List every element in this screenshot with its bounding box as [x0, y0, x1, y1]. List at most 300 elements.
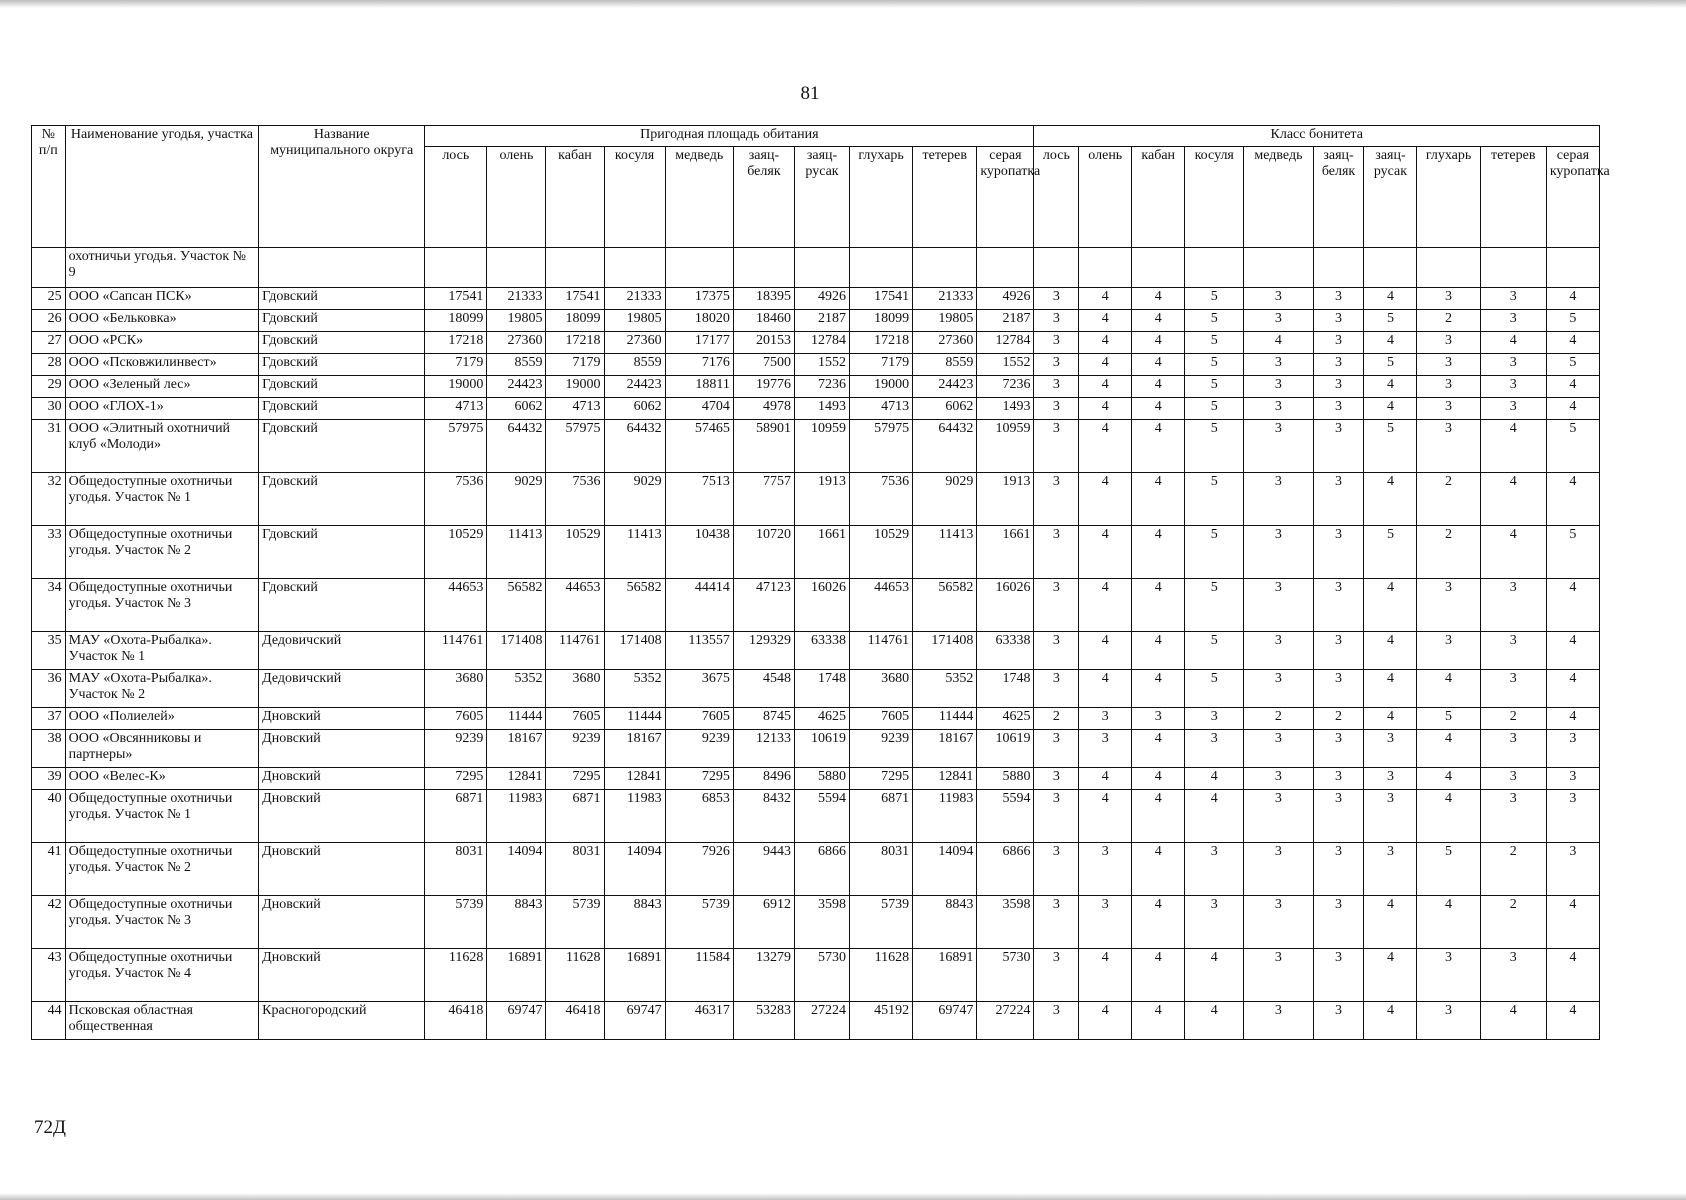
class-cell: 3	[1079, 708, 1132, 730]
class-cell: 3	[1244, 398, 1313, 420]
page-number: 81	[800, 83, 820, 104]
class-cell: 3	[1244, 288, 1313, 310]
class-cell: 3	[1034, 310, 1079, 332]
class-cell: 3	[1034, 896, 1079, 949]
header-class-species: заяц-беляк	[1313, 147, 1364, 248]
area-cell	[604, 248, 665, 288]
class-cell: 4	[1185, 1002, 1244, 1040]
class-cell: 3	[1034, 632, 1079, 670]
class-cell: 4	[1417, 790, 1480, 843]
class-cell: 3	[1034, 398, 1079, 420]
area-cell: 24423	[487, 376, 546, 398]
table-row	[32, 354, 1600, 376]
area-cell: 19805	[487, 310, 546, 332]
area-cell: 8843	[913, 896, 977, 949]
class-cell: 2	[1313, 708, 1364, 730]
district-name: Гдовский	[259, 398, 425, 420]
area-cell: 8031	[850, 843, 913, 896]
class-cell: 2	[1417, 526, 1480, 579]
class-cell: 4	[1079, 354, 1132, 376]
area-cell: 1661	[977, 526, 1034, 579]
district-name: Гдовский	[259, 579, 425, 632]
area-cell: 5739	[850, 896, 913, 949]
ground-name: ООО «Бельковка»	[65, 310, 259, 332]
class-cell: 4	[1079, 1002, 1132, 1040]
header-class-species: олень	[1079, 147, 1132, 248]
class-cell: 4	[1546, 579, 1599, 632]
class-cell: 3	[1417, 420, 1480, 473]
area-cell: 7757	[733, 473, 794, 526]
header-area-species: серая куропатка	[977, 147, 1034, 248]
area-cell: 64432	[913, 420, 977, 473]
class-cell: 4	[1132, 473, 1185, 526]
area-cell: 53283	[733, 1002, 794, 1040]
area-cell: 10959	[795, 420, 850, 473]
area-cell: 14094	[487, 843, 546, 896]
class-cell: 4	[1546, 949, 1599, 1002]
class-cell: 4	[1364, 670, 1417, 708]
district-name: Гдовский	[259, 420, 425, 473]
area-cell: 56582	[913, 579, 977, 632]
ground-name: МАУ «Охота-Рыбалка». Участок № 1	[65, 632, 259, 670]
class-cell: 3	[1185, 843, 1244, 896]
ground-name: Общедоступные охотничьи угодья. Участок № 1	[65, 790, 259, 843]
class-cell: 3	[1079, 730, 1132, 768]
class-cell: 5	[1185, 579, 1244, 632]
class-cell: 4	[1546, 1002, 1599, 1040]
area-cell: 8843	[487, 896, 546, 949]
class-cell: 3	[1313, 670, 1364, 708]
row-number: 37	[32, 708, 66, 730]
area-cell: 18167	[487, 730, 546, 768]
area-cell: 12784	[795, 332, 850, 354]
class-cell: 4	[1079, 632, 1132, 670]
area-cell: 6871	[850, 790, 913, 843]
class-cell: 4	[1132, 310, 1185, 332]
class-cell: 4	[1132, 354, 1185, 376]
row-number: 30	[32, 398, 66, 420]
class-cell: 4	[1079, 332, 1132, 354]
area-cell: 9239	[425, 730, 487, 768]
row-number: 40	[32, 790, 66, 843]
area-cell: 4713	[546, 398, 604, 420]
ground-name: ООО «ГЛОХ-1»	[65, 398, 259, 420]
class-cell: 5	[1546, 354, 1599, 376]
class-cell: 3	[1313, 354, 1364, 376]
header-class-species: косуля	[1185, 147, 1244, 248]
ground-name: Общедоступные охотничьи угодья. Участок № 3	[65, 896, 259, 949]
table-row	[32, 708, 1600, 730]
row-number: 32	[32, 473, 66, 526]
row-number: 41	[32, 843, 66, 896]
area-cell: 9029	[487, 473, 546, 526]
area-cell: 1552	[795, 354, 850, 376]
table-row	[32, 288, 1600, 310]
class-cell: 3	[1244, 354, 1313, 376]
area-cell: 46418	[546, 1002, 604, 1040]
class-cell: 4	[1079, 949, 1132, 1002]
area-cell: 69747	[913, 1002, 977, 1040]
class-cell: 3	[1244, 790, 1313, 843]
class-cell: 4	[1546, 376, 1599, 398]
district-name: Гдовский	[259, 473, 425, 526]
area-cell: 16891	[913, 949, 977, 1002]
area-cell: 17375	[665, 288, 733, 310]
header-class-species: заяц-русак	[1364, 147, 1417, 248]
area-cell: 17218	[425, 332, 487, 354]
class-cell: 5	[1417, 843, 1480, 896]
class-cell: 3	[1546, 843, 1599, 896]
class-cell: 5	[1185, 670, 1244, 708]
header-num: № п/п	[32, 126, 66, 248]
area-cell: 114761	[546, 632, 604, 670]
class-cell: 3	[1480, 730, 1546, 768]
area-cell: 4704	[665, 398, 733, 420]
area-cell	[487, 248, 546, 288]
class-cell: 3	[1079, 843, 1132, 896]
area-cell: 3680	[546, 670, 604, 708]
class-cell: 3	[1364, 790, 1417, 843]
class-cell: 3	[1244, 670, 1313, 708]
class-cell: 3	[1244, 896, 1313, 949]
area-cell: 7295	[546, 768, 604, 790]
class-cell: 3	[1313, 473, 1364, 526]
district-name: Дновский	[259, 790, 425, 843]
area-cell: 3598	[977, 896, 1034, 949]
area-cell: 9239	[850, 730, 913, 768]
area-cell: 12133	[733, 730, 794, 768]
area-cell: 10529	[546, 526, 604, 579]
header-district: Название муниципального округа	[259, 126, 425, 248]
class-cell: 5	[1185, 310, 1244, 332]
area-cell: 5739	[546, 896, 604, 949]
class-cell: 4	[1417, 670, 1480, 708]
area-cell: 10619	[977, 730, 1034, 768]
class-cell: 4	[1546, 896, 1599, 949]
class-cell: 5	[1546, 420, 1599, 473]
class-cell: 4	[1244, 332, 1313, 354]
class-cell	[1244, 248, 1313, 288]
class-cell	[1480, 248, 1546, 288]
class-cell: 3	[1244, 768, 1313, 790]
area-cell: 44653	[425, 579, 487, 632]
area-cell: 171408	[604, 632, 665, 670]
area-cell: 11413	[487, 526, 546, 579]
area-cell: 19000	[425, 376, 487, 398]
table-row	[32, 790, 1600, 843]
district-name: Дновский	[259, 843, 425, 896]
class-cell: 4	[1480, 1002, 1546, 1040]
area-cell: 27360	[913, 332, 977, 354]
scan-bottom-edge	[0, 1193, 1686, 1200]
area-cell: 12784	[977, 332, 1034, 354]
class-cell: 3	[1313, 632, 1364, 670]
district-name: Гдовский	[259, 354, 425, 376]
class-cell: 5	[1185, 376, 1244, 398]
class-cell: 5	[1185, 398, 1244, 420]
class-cell: 4	[1185, 790, 1244, 843]
area-cell: 69747	[604, 1002, 665, 1040]
district-name: Дновский	[259, 896, 425, 949]
area-cell: 57465	[665, 420, 733, 473]
area-cell: 5730	[795, 949, 850, 1002]
area-cell: 44414	[665, 579, 733, 632]
class-cell: 4	[1132, 526, 1185, 579]
ground-name: ООО «Полиелей»	[65, 708, 259, 730]
class-cell: 3	[1244, 526, 1313, 579]
header-area-species: косуля	[604, 147, 665, 248]
class-cell: 4	[1364, 708, 1417, 730]
class-cell: 3	[1313, 949, 1364, 1002]
header-class-species: кабан	[1132, 147, 1185, 248]
district-name	[259, 248, 425, 288]
ground-name: охотничьи угодья. Участок № 9	[65, 248, 259, 288]
class-cell: 3	[1034, 790, 1079, 843]
table-row	[32, 420, 1600, 473]
area-cell: 5352	[913, 670, 977, 708]
area-cell: 11413	[604, 526, 665, 579]
area-cell: 2187	[977, 310, 1034, 332]
area-cell: 7176	[665, 354, 733, 376]
class-cell: 3	[1185, 708, 1244, 730]
ground-name: ООО «Зеленый лес»	[65, 376, 259, 398]
class-cell: 3	[1313, 843, 1364, 896]
area-cell: 57975	[546, 420, 604, 473]
class-cell: 3	[1313, 768, 1364, 790]
class-cell: 3	[1034, 949, 1079, 1002]
class-cell	[1417, 248, 1480, 288]
area-cell: 5880	[977, 768, 1034, 790]
class-cell: 5	[1546, 526, 1599, 579]
class-cell: 4	[1079, 790, 1132, 843]
area-cell: 6062	[604, 398, 665, 420]
class-cell: 4	[1364, 398, 1417, 420]
class-cell: 4	[1132, 632, 1185, 670]
area-cell: 5594	[795, 790, 850, 843]
class-cell: 5	[1185, 526, 1244, 579]
table-row	[32, 579, 1600, 632]
table-row	[32, 730, 1600, 768]
ground-name: ООО «Овсянниковы и партнеры»	[65, 730, 259, 768]
area-cell: 17218	[546, 332, 604, 354]
area-cell: 3680	[425, 670, 487, 708]
header-class-species: медведь	[1244, 147, 1313, 248]
area-cell: 7605	[665, 708, 733, 730]
class-cell: 3	[1034, 526, 1079, 579]
class-cell: 3	[1417, 332, 1480, 354]
class-cell: 3	[1313, 1002, 1364, 1040]
area-cell: 7179	[546, 354, 604, 376]
class-cell: 4	[1132, 288, 1185, 310]
class-cell: 3	[1480, 310, 1546, 332]
area-cell: 5594	[977, 790, 1034, 843]
class-cell	[1364, 248, 1417, 288]
row-number: 29	[32, 376, 66, 398]
class-cell: 5	[1417, 708, 1480, 730]
area-cell: 19805	[604, 310, 665, 332]
area-cell: 19000	[850, 376, 913, 398]
class-cell	[1546, 248, 1599, 288]
class-cell: 3	[1244, 579, 1313, 632]
class-cell: 3	[1034, 376, 1079, 398]
header-class-species: глухарь	[1417, 147, 1480, 248]
area-cell: 20153	[733, 332, 794, 354]
area-cell: 10529	[425, 526, 487, 579]
table-row	[32, 376, 1600, 398]
district-name: Дедовичский	[259, 632, 425, 670]
header-area-species: олень	[487, 147, 546, 248]
class-cell: 3	[1313, 332, 1364, 354]
area-cell: 16026	[795, 579, 850, 632]
class-cell: 2	[1034, 708, 1079, 730]
class-cell: 3	[1034, 579, 1079, 632]
class-cell: 4	[1546, 632, 1599, 670]
area-cell: 6853	[665, 790, 733, 843]
area-cell: 18395	[733, 288, 794, 310]
area-cell: 129329	[733, 632, 794, 670]
class-cell: 2	[1417, 473, 1480, 526]
table-row	[32, 332, 1600, 354]
area-cell	[850, 248, 913, 288]
header-area-species: кабан	[546, 147, 604, 248]
area-cell: 9239	[665, 730, 733, 768]
class-cell: 4	[1079, 398, 1132, 420]
class-cell: 3	[1364, 843, 1417, 896]
class-cell: 3	[1034, 473, 1079, 526]
area-cell: 11983	[913, 790, 977, 843]
area-cell: 16891	[604, 949, 665, 1002]
area-cell: 64432	[487, 420, 546, 473]
class-cell: 3	[1364, 768, 1417, 790]
area-cell: 27224	[977, 1002, 1034, 1040]
header-area-species: заяц-беляк	[733, 147, 794, 248]
class-cell: 3	[1417, 949, 1480, 1002]
area-cell	[665, 248, 733, 288]
class-cell: 3	[1313, 730, 1364, 768]
area-cell: 16026	[977, 579, 1034, 632]
class-cell: 3	[1480, 632, 1546, 670]
area-cell: 6062	[487, 398, 546, 420]
class-cell: 4	[1480, 526, 1546, 579]
area-cell: 17541	[546, 288, 604, 310]
class-cell: 4	[1185, 768, 1244, 790]
class-cell: 4	[1079, 288, 1132, 310]
area-cell: 10619	[795, 730, 850, 768]
area-cell	[425, 248, 487, 288]
class-cell: 4	[1364, 332, 1417, 354]
class-cell: 3	[1244, 1002, 1313, 1040]
area-cell: 5730	[977, 949, 1034, 1002]
area-cell: 11628	[425, 949, 487, 1002]
class-cell: 4	[1546, 473, 1599, 526]
class-cell: 4	[1132, 730, 1185, 768]
class-cell: 3	[1480, 949, 1546, 1002]
area-cell: 4978	[733, 398, 794, 420]
class-cell: 4	[1546, 398, 1599, 420]
area-cell: 7295	[850, 768, 913, 790]
class-cell: 3	[1313, 376, 1364, 398]
class-cell: 4	[1132, 949, 1185, 1002]
area-cell: 11628	[546, 949, 604, 1002]
area-cell: 4625	[977, 708, 1034, 730]
area-cell: 4625	[795, 708, 850, 730]
row-number: 26	[32, 310, 66, 332]
class-cell: 3	[1417, 632, 1480, 670]
class-cell: 4	[1417, 768, 1480, 790]
area-cell: 113557	[665, 632, 733, 670]
area-cell: 6912	[733, 896, 794, 949]
area-cell: 9029	[604, 473, 665, 526]
area-cell: 7295	[425, 768, 487, 790]
area-cell: 11444	[487, 708, 546, 730]
class-cell: 3	[1244, 376, 1313, 398]
area-cell: 27224	[795, 1002, 850, 1040]
class-cell: 3	[1313, 288, 1364, 310]
area-cell: 1661	[795, 526, 850, 579]
area-cell: 18099	[425, 310, 487, 332]
class-cell: 3	[1417, 579, 1480, 632]
row-number: 39	[32, 768, 66, 790]
area-cell: 6062	[913, 398, 977, 420]
area-cell: 21333	[604, 288, 665, 310]
class-cell: 3	[1034, 1002, 1079, 1040]
area-cell: 2187	[795, 310, 850, 332]
area-cell: 24423	[913, 376, 977, 398]
area-cell: 6866	[795, 843, 850, 896]
area-cell: 47123	[733, 579, 794, 632]
class-cell: 4	[1546, 288, 1599, 310]
table-row	[32, 632, 1600, 670]
class-cell: 3	[1480, 376, 1546, 398]
ground-name: Общедоступные охотничьи угодья. Участок № 2	[65, 843, 259, 896]
area-cell: 1552	[977, 354, 1034, 376]
row-number: 34	[32, 579, 66, 632]
area-cell: 44653	[850, 579, 913, 632]
class-cell: 3	[1546, 790, 1599, 843]
area-cell: 8745	[733, 708, 794, 730]
area-cell: 7605	[546, 708, 604, 730]
header-area-species: медведь	[665, 147, 733, 248]
area-cell: 7179	[850, 354, 913, 376]
class-cell: 3	[1313, 790, 1364, 843]
class-cell: 4	[1079, 376, 1132, 398]
area-cell: 46317	[665, 1002, 733, 1040]
class-cell: 3	[1480, 398, 1546, 420]
area-cell: 7500	[733, 354, 794, 376]
hunting-grounds-table	[31, 125, 1610, 1040]
row-number	[32, 248, 66, 288]
area-cell: 24423	[604, 376, 665, 398]
scan-top-edge	[0, 0, 1686, 8]
class-cell: 3	[1185, 730, 1244, 768]
class-cell: 4	[1132, 376, 1185, 398]
class-cell: 3	[1244, 730, 1313, 768]
area-cell: 16891	[487, 949, 546, 1002]
class-cell: 3	[1244, 310, 1313, 332]
area-cell: 6866	[977, 843, 1034, 896]
area-cell: 1493	[977, 398, 1034, 420]
area-cell: 7236	[795, 376, 850, 398]
ground-name: ООО «Сапсан ПСК»	[65, 288, 259, 310]
row-number: 36	[32, 670, 66, 708]
class-cell: 3	[1244, 420, 1313, 473]
class-cell: 4	[1480, 420, 1546, 473]
class-cell: 3	[1417, 354, 1480, 376]
row-number: 44	[32, 1002, 66, 1040]
class-cell: 3	[1079, 896, 1132, 949]
area-cell: 7513	[665, 473, 733, 526]
area-cell: 19000	[546, 376, 604, 398]
